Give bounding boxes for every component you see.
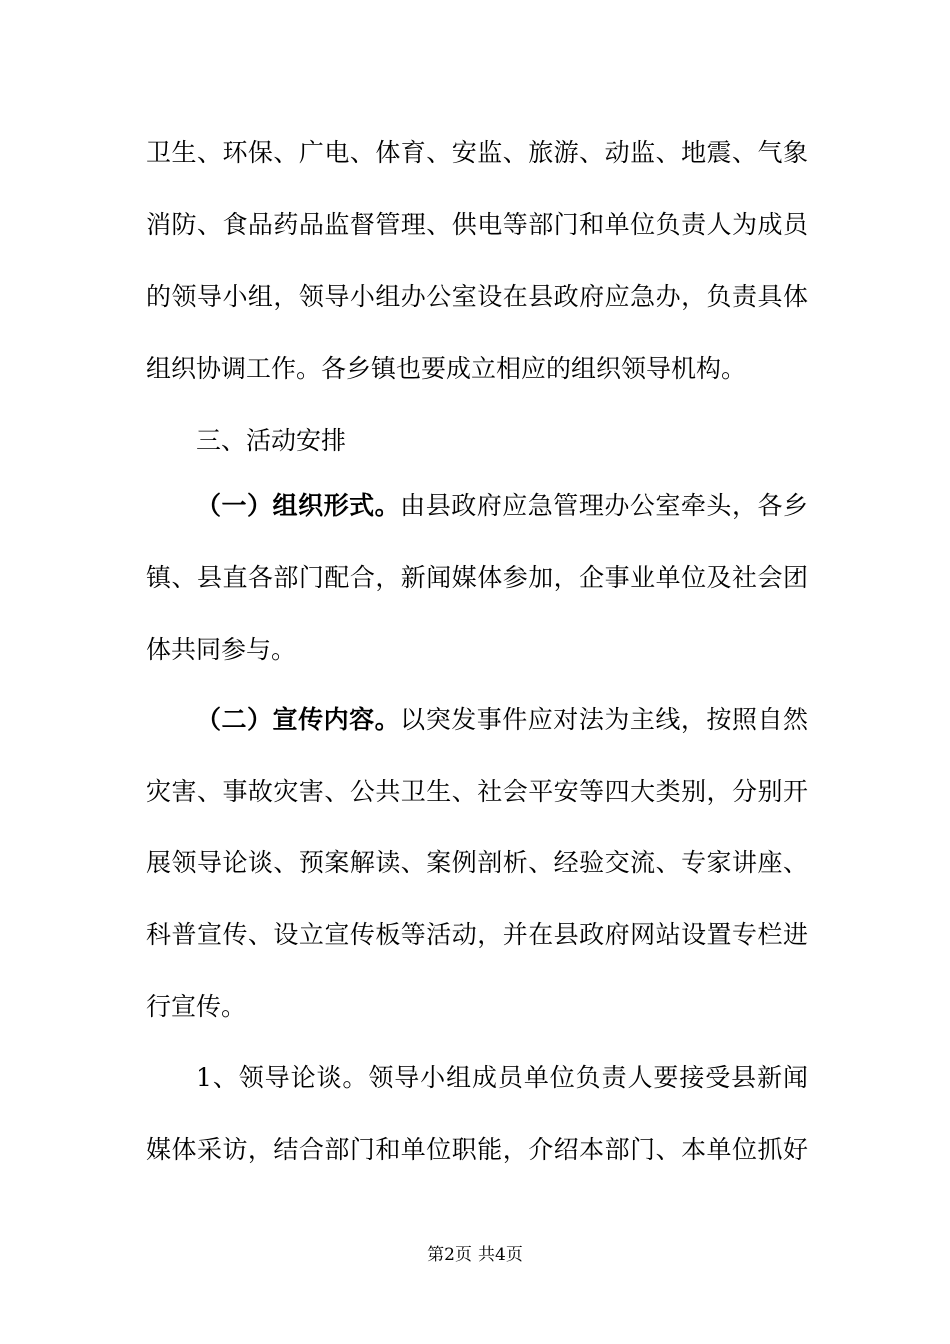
paragraph-first-line xyxy=(196,489,808,523)
paragraph-heading: （二）宣传内容。 xyxy=(196,705,401,734)
page-footer xyxy=(0,1244,950,1266)
body-line: 科普宣传、设立宣传板等活动，并在县政府网站设置专栏进 xyxy=(146,920,808,949)
paragraph-heading: （一）组织形式。 xyxy=(196,491,401,520)
body-line: 镇、县直各部门配合，新闻媒体参加，企事业单位及社会团 xyxy=(146,563,808,592)
paragraph-first-line xyxy=(196,703,808,737)
body-line: 体共同参与。 xyxy=(146,635,297,664)
body-line: 组织协调工作。各乡镇也要成立相应的组织领导机构。 xyxy=(146,354,747,383)
page-total: 共4页 xyxy=(478,1245,523,1265)
body-line: 消防、食品药品监督管理、供电等部门和单位负责人为成员 xyxy=(146,210,808,239)
body-line: 灾害、事故灾害、公共卫生、社会平安等四大类别，分别开 xyxy=(146,777,808,806)
page-number: 第2页 xyxy=(427,1245,472,1265)
body-line: 行宣传。 xyxy=(146,992,247,1021)
body-line: 卫生、环保、广电、体育、安监、旅游、动监、地震、气象 xyxy=(146,138,808,167)
body-line: 媒体采访，结合部门和单位职能，介绍本部门、本单位抓好 xyxy=(146,1135,808,1164)
paragraph-text: 以突发事件应对法为主线，按照自然 xyxy=(400,705,808,734)
body-line: 的领导小组，领导小组办公室设在县政府应急办，负责具体 xyxy=(146,282,808,311)
body-line: 展领导论谈、预案解读、案例剖析、经验交流、专家讲座、 xyxy=(146,848,808,877)
body-line: 1、领导论谈。领导小组成员单位负责人要接受县新闻 xyxy=(196,1063,808,1092)
section-heading: 三、活动安排 xyxy=(196,426,347,455)
paragraph-text: 由县政府应急管理办公室牵头，各乡 xyxy=(400,491,808,520)
